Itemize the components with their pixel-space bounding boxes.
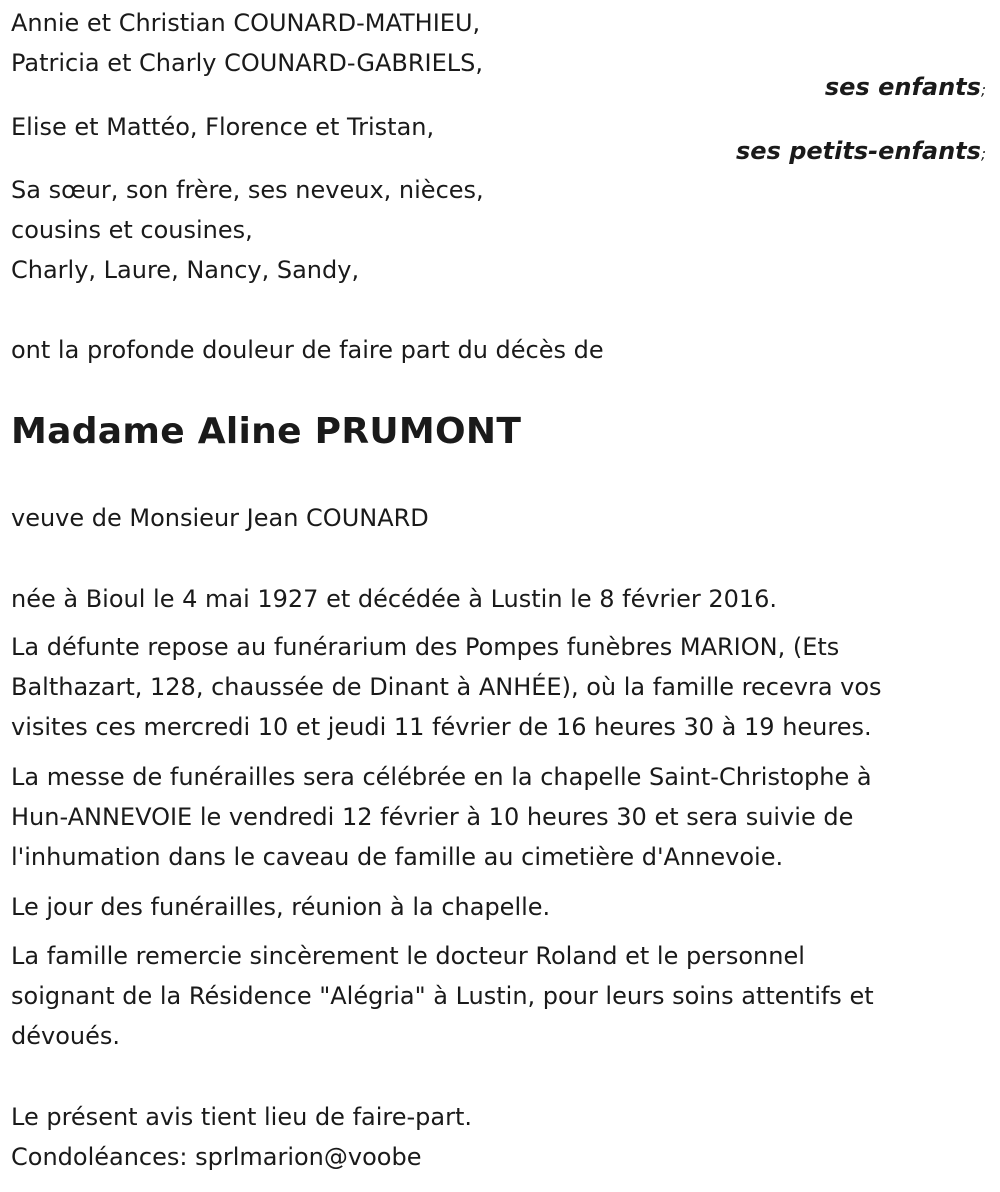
reunion-text: Le jour des funérailles, réunion à la chapelle. (11, 893, 551, 921)
mass-line-1: La messe de funérailles sera célébrée en la chapelle Saint-Christophe à (11, 763, 872, 791)
grandchildren-line: Elise et Mattéo, Florence et Tristan, (11, 113, 435, 141)
children-role-label: ses enfants (824, 73, 981, 101)
widow-of-text: veuve de Monsieur Jean COUNARD (11, 504, 429, 532)
grandchildren-role (736, 136, 986, 169)
children-role (825, 72, 986, 105)
thanks-line-3: dévoués. (11, 1022, 120, 1050)
relatives-line-1: Sa sœur, son frère, ses neveux, nièces, (11, 176, 484, 204)
relatives-line-2: cousins et cousines, (11, 216, 253, 244)
notice-text: Le présent avis tient lieu de faire-part. (11, 1103, 473, 1131)
thanks-line-1: La famille remercie sincèrement le docteur Roland et le personnel (11, 942, 805, 970)
thanks-line-2: soignant de la Résidence "Alégria" à Lustin, pour leurs soins attentifs et (11, 982, 874, 1010)
condolences-text: Condoléances: sprlmarion@voobe (11, 1143, 422, 1171)
grandchildren-role-label: ses petits-enfants (736, 137, 981, 165)
relatives-line-3: Charly, Laure, Nancy, Sandy, (11, 256, 360, 284)
rest-line-1: La défunte repose au funérarium des Pompes funèbres MARION, (Ets (11, 633, 840, 661)
deceased-name: Madame Aline PRUMONT (11, 411, 522, 452)
rest-line-2: Balthazart, 128, chaussée de Dinant à ANHÉE), où la famille recevra vos (11, 673, 882, 701)
birth-death-text: née à Bioul le 4 mai 1927 et décédée à Lustin le 8 février 2016. (11, 585, 778, 613)
grandchildren-role-separator: ; (980, 145, 986, 163)
rest-line-3: visites ces mercredi 10 et jeudi 11 février de 16 heures 30 à 19 heures. (11, 713, 872, 741)
children-role-separator: ; (980, 81, 986, 99)
mass-line-2: Hun-ANNEVOIE le vendredi 12 février à 10 heures 30 et sera suivie de (11, 803, 854, 831)
children-line-2: Patricia et Charly COUNARD-GABRIELS, (11, 49, 484, 77)
mass-line-3: l'inhumation dans le caveau de famille au cimetière d'Annevoie. (11, 843, 784, 871)
announcement-text: ont la profonde douleur de faire part du décès de (11, 336, 604, 364)
children-line-1: Annie et Christian COUNARD-MATHIEU, (11, 9, 481, 37)
